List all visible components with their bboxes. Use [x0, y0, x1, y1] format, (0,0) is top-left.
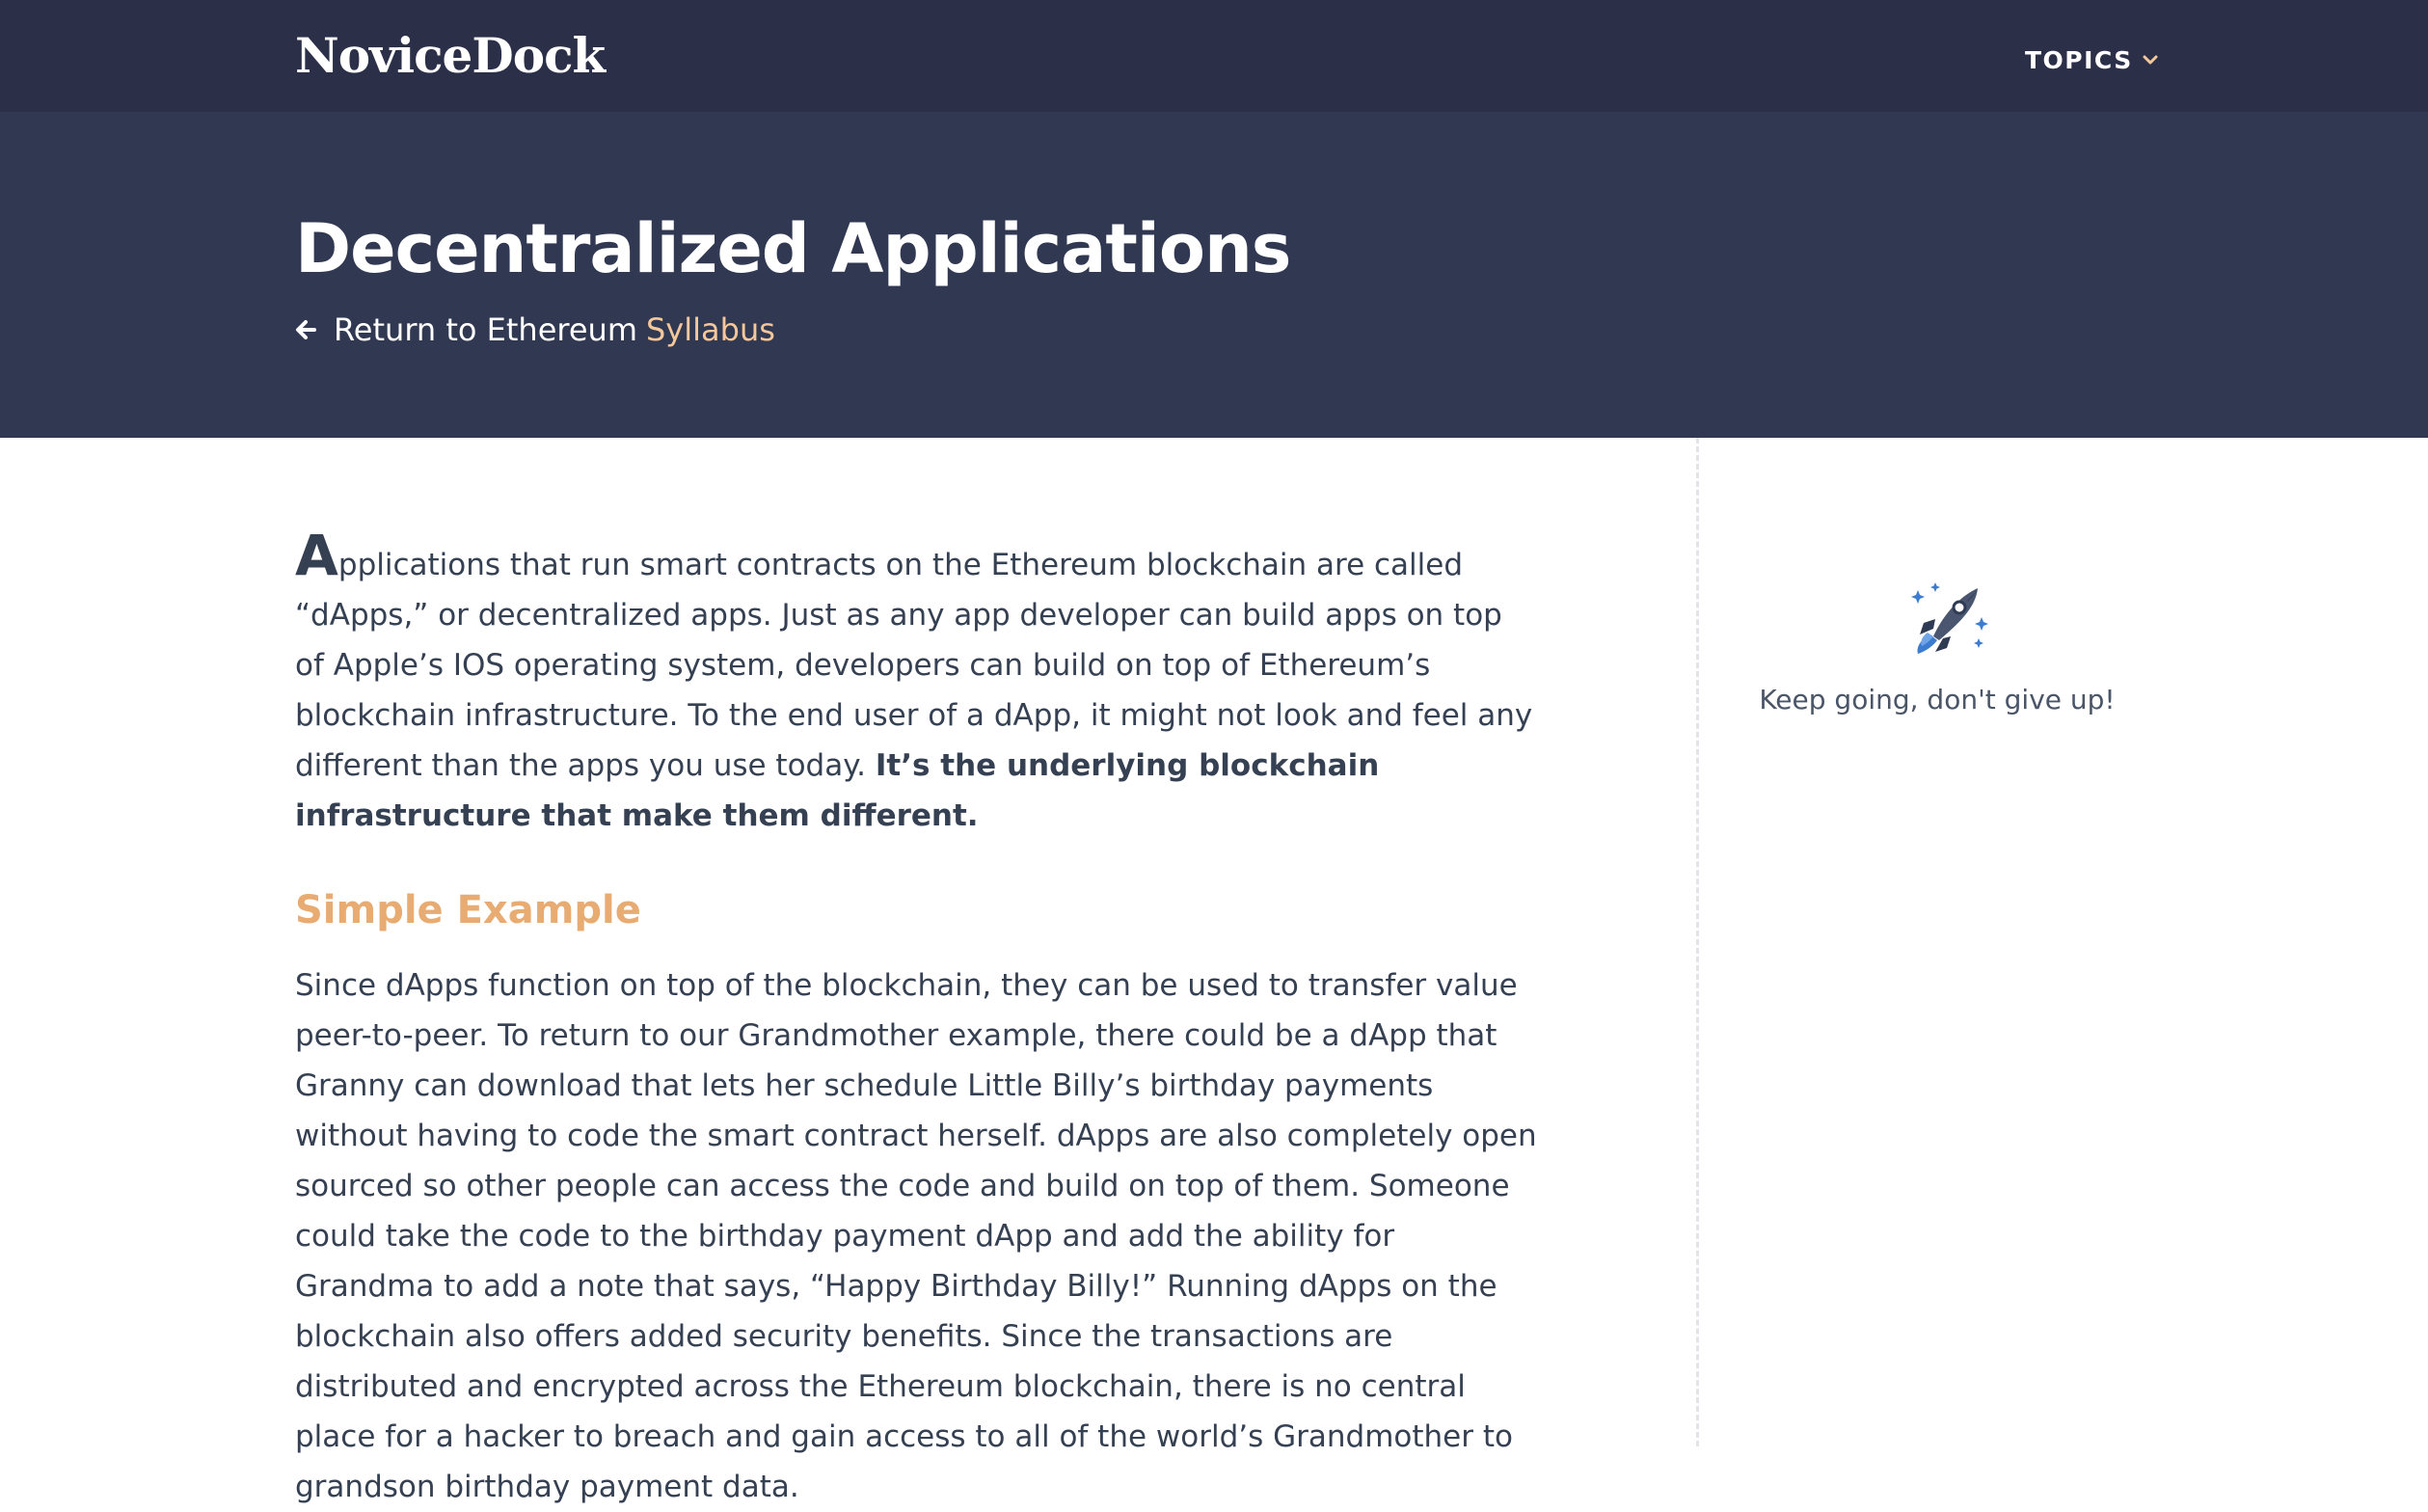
topics-label: TOPICS: [2025, 45, 2133, 74]
arrow-left-icon: [295, 319, 316, 340]
intro-bold-text: It’s the underlying blockchain infrastructure that make them different.: [295, 748, 1380, 833]
section-heading: Simple Example: [295, 888, 641, 932]
sidebar: [1699, 438, 2428, 824]
rocket-icon: [1906, 580, 1993, 658]
site-logo[interactable]: NoviceDock: [295, 27, 606, 84]
encouragement-message: Keep going, don't give up!: [1759, 684, 2116, 716]
top-navbar: [0, 0, 2428, 112]
chevron-down-icon: [2143, 54, 2158, 66]
return-to-syllabus-link[interactable]: [295, 309, 775, 351]
article-content: [295, 523, 1539, 1512]
page-title: Decentralized Applications: [295, 209, 1291, 288]
drop-cap: A: [295, 523, 338, 588]
return-prefix: Return to Ethereum: [334, 311, 637, 348]
topics-menu[interactable]: [2025, 42, 2158, 77]
intro-paragraph: [295, 523, 1539, 841]
section-paragraph: Since dApps function on top of the blockchain, they can be used to transfer value peer-to-peer. To return to our Grandmother example, there could be a dApp that Granny can download that lets her schedule Little Billy’s birthday payments without having to code the smart contract herself. dApps are also completely open sourced so other people can access the code and build on top of them. Someone could take the code to the birthday payment dApp and add the ability for Grandma to add a note that says, “Happy Birthday Billy!” Running dApps on the blockchain also offers added security benefits. Since the transactions are distributed and encrypted across the Ethereum blockchain, there is no central place for a hacker to breach and gain access to all of the world’s Grandmother to grandson birthday payment data.: [295, 968, 1537, 1504]
page-hero: [0, 112, 2428, 438]
intro-text: pplications that run smart contracts on the Ethereum blockchain are called “dApps,” or decentralized apps. Just as any app developer can build apps on top of Apple’s IOS operating system, developers can build on top of Ethereum’s blockchain infrastructure. To the end user of a dApp, it might not look and feel any different than the apps you use today.: [295, 548, 1533, 783]
syllabus-link[interactable]: Syllabus: [645, 311, 775, 348]
